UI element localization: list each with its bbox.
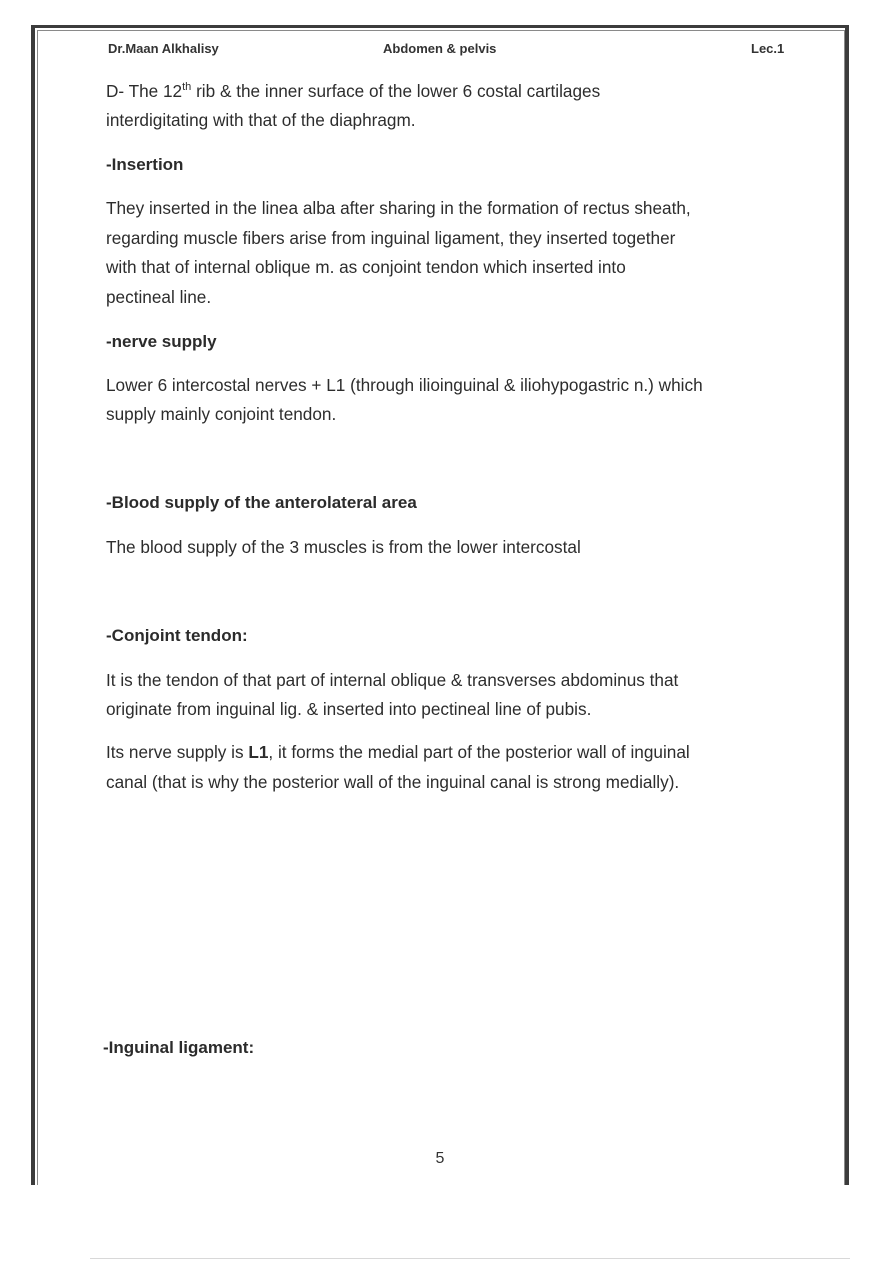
- insertion-line: regarding muscle fibers arise from inguinal ligament, they inserted together: [106, 228, 676, 248]
- conjoint-nerve-prefix: Its nerve supply is: [106, 742, 249, 762]
- conjoint-nerve-bold: L1: [248, 742, 269, 762]
- header-lecture: Lec.1: [751, 41, 785, 56]
- origin-d-line-2: interdigitating with that of the diaphragm.: [106, 110, 416, 130]
- blood-supply-line: The blood supply of the 3 muscles is from the lower intercostal: [106, 537, 581, 557]
- nerve-supply-heading: -nerve supply: [106, 332, 217, 351]
- origin-d-prefix: D- The 12: [106, 81, 183, 101]
- conjoint-tendon-heading: -Conjoint tendon:: [106, 626, 248, 645]
- header-subject: Abdomen & pelvis: [383, 41, 497, 56]
- conjoint-tendon-line: originate from inguinal lig. & inserted into pectineal line of pubis.: [106, 699, 592, 719]
- origin-d-line-1: [106, 77, 806, 107]
- page-number: 5: [435, 1150, 445, 1167]
- header-author: Dr.Maan Alkhalisy: [108, 41, 219, 56]
- insertion-line: They inserted in the linea alba after sharing in the formation of rectus sheath,: [106, 198, 691, 218]
- insertion-line: pectineal line.: [106, 287, 212, 307]
- nerve-supply-line: Lower 6 intercostal nerves + L1 (through ilioinguinal & iliohypogastric n.) which: [106, 375, 703, 395]
- inguinal-ligament-heading: -Inguinal ligament:: [103, 1038, 255, 1057]
- conjoint-tendon-line: It is the tendon of that part of internal oblique & transverses abdominus that: [106, 670, 679, 690]
- blood-supply-heading: -Blood supply of the anterolateral area: [106, 493, 417, 512]
- conjoint-nerve-line-1: [106, 738, 806, 768]
- conjoint-nerve-rest: , it forms the medial part of the posterior wall of inguinal: [268, 742, 690, 762]
- conjoint-nerve-line-2: canal (that is why the posterior wall of the inguinal canal is strong medially).: [106, 772, 680, 792]
- insertion-line: with that of internal oblique m. as conjoint tendon which inserted into: [106, 257, 626, 277]
- bottom-divider: [90, 1258, 850, 1259]
- origin-d-line-1-rest: rib & the inner surface of the lower 6 costal cartilages: [191, 81, 601, 101]
- nerve-supply-line: supply mainly conjoint tendon.: [106, 404, 337, 424]
- insertion-heading: -Insertion: [106, 155, 184, 174]
- origin-d-superscript: th: [182, 81, 192, 93]
